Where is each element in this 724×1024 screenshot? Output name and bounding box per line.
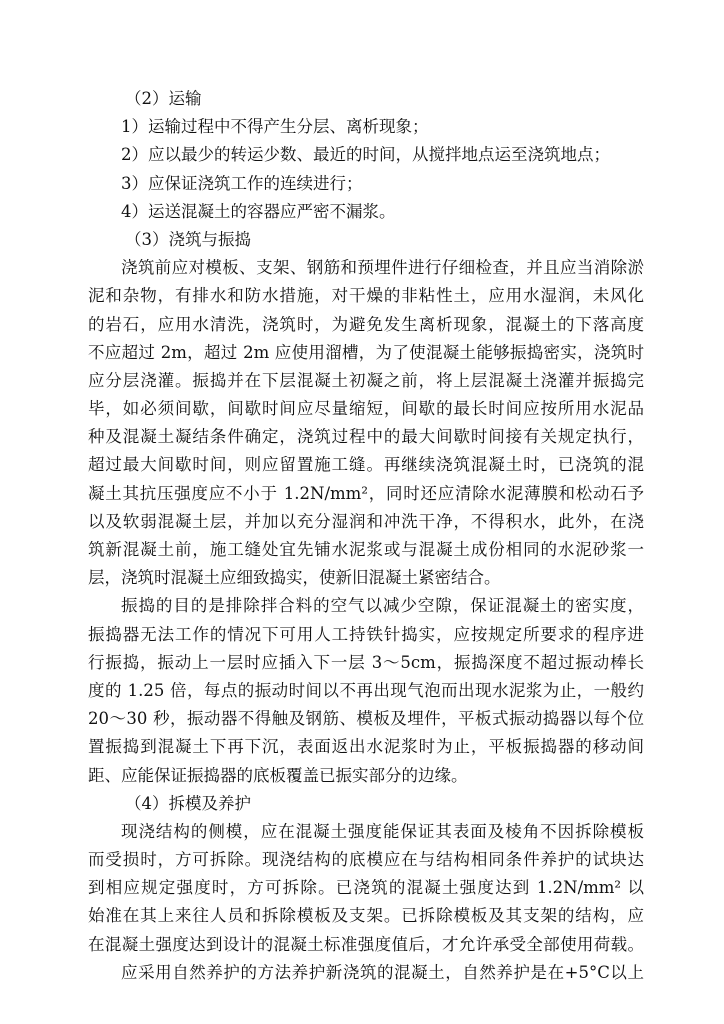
paragraph-line: 应采用自然养护的方法养护新浇筑的混凝土，自然养护是在+5°C以上 — [121, 962, 644, 982]
paragraph-line: 毕，如必须间歇，间歇时间应尽量缩短，间歇的最长时间应按所用水泥品 — [88, 399, 644, 419]
section-heading-transport: （2）运输 — [125, 89, 202, 108]
paragraph-line: 的岩石，应用水清洗，浇筑时，为避免发生离析现象，混凝土的下落高度 — [88, 314, 644, 334]
paragraph-line: 距、应能保证振捣器的底板覆盖已振实部分的边缘。 — [88, 765, 468, 785]
paragraph-line: 置振捣到混凝土下再下沉，表面返出水泥浆时为止，平板振捣器的移动间 — [88, 737, 644, 757]
paragraph-pouring-preparation — [88, 254, 644, 592]
paragraph-line: 浇筑前应对模板、支架、钢筋和预埋件进行仔细检查，并且应当消除淤 — [121, 258, 644, 278]
paragraph-vibration — [88, 592, 644, 789]
list-item: 2）应以最少的转运少数、最近的时间，从搅拌地点运至浇筑地点； — [121, 145, 610, 165]
paragraph-line: 以及软弱混凝土层，并加以充分湿润和冲洗干净，不得积水，此外，在浇 — [88, 511, 644, 531]
paragraph-line: 度的 1.25 倍，每点的振动时间以不再出现气泡而出现水泥浆为止，一般约 — [88, 680, 644, 700]
paragraph-line: 层，浇筑时混凝土应细致捣实，使新旧混凝土紧密结合。 — [88, 568, 501, 588]
list-item: 3）应保证浇筑工作的连续进行； — [121, 173, 363, 193]
paragraph-line: 现浇结构的侧模，应在混凝土强度能保证其表面及棱角不因拆除模板 — [121, 821, 644, 841]
paragraph-line: 筑新混凝土前，施工缝处宜先铺水泥浆或与混凝土成份相同的水泥砂浆一 — [88, 540, 644, 559]
list-item: 1）运输过程中不得产生分层、离析现象； — [121, 117, 429, 137]
section-heading-curing: （4）拆模及养护 — [125, 793, 251, 813]
paragraph-line: 20～30 秒，振动器不得触及钢筋、模板及埋件，平板式振动捣器以每个位 — [88, 709, 644, 729]
paragraph-line: 行振捣，振动上一层时应插入下一层 3～5cm，振捣深度不超过振动棒长 — [88, 652, 644, 672]
document-page — [88, 85, 644, 987]
paragraph-line: 始准在其上来往人员和拆除模板及支架。已拆除模板及其支架的结构，应 — [88, 906, 644, 926]
paragraph-line: 不应超过 2m，超过 2m 应使用溜槽，为了使混凝土能够振捣密实，浇筑时 — [88, 342, 644, 362]
section-heading-pouring: （3）浇筑与振捣 — [125, 229, 251, 249]
paragraph-line: 应分层浇灌。振捣并在下层混凝土初凝之前，将上层混凝土浇灌并振捣完 — [88, 370, 644, 390]
paragraph-formwork-removal — [88, 818, 644, 959]
paragraph-line: 振捣的目的是排除拌合料的空气以减少空隙，保证混凝土的密实度， — [121, 596, 644, 616]
list-item: 4）运送混凝土的容器应严密不漏浆。 — [121, 201, 396, 221]
paragraph-line: 超过最大间歇时间，则应留置施工缝。再继续浇筑混凝土时，已浇筑的混 — [88, 455, 644, 475]
paragraph-line: 在混凝土强度达到设计的混凝土标准强度值后，才允许承受全部使用荷载。 — [88, 934, 644, 954]
paragraph-curing — [88, 959, 644, 987]
paragraph-line: 到相应规定强度时，方可拆除。已浇筑的混凝土强度达到 1.2N/mm² 以 — [88, 878, 644, 898]
paragraph-line: 凝土其抗压强度应不小于 1.2N/mm²，同时还应清除水泥薄膜和松动石予 — [88, 483, 644, 503]
paragraph-line: 而受损时，方可拆除。现浇结构的底模应在与结构相同条件养护的试块达 — [88, 850, 644, 870]
paragraph-line: 振捣器无法工作的情况下可用人工持铁针捣实，应按规定所要求的程序进 — [88, 624, 644, 644]
paragraph-line: 泥和杂物，有排水和防水措施，对干燥的非粘性土，应用水湿润，未风化 — [88, 286, 644, 306]
paragraph-line: 种及混凝土凝结条件确定，浇筑过程中的最大间歇时间接有关规定执行， — [88, 427, 644, 447]
